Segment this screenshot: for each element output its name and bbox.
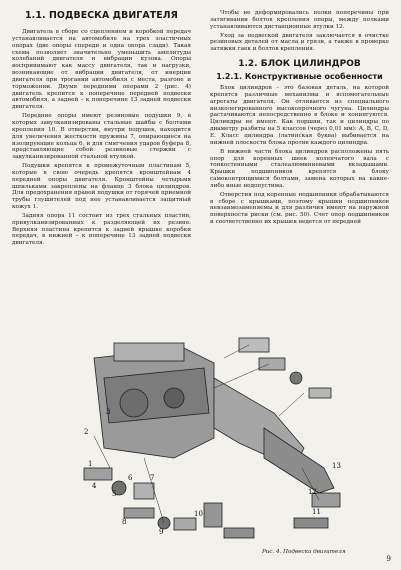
- right-column: [210, 10, 389, 228]
- figure-callout-label: 1: [88, 460, 93, 468]
- paragraph: Двигатель в сборе со сцеплением и коробкой передач устанавливается на автомобиле на трех эластичных опорах (две опоры спереди и одна опора сзади). Такая схема позволяет значительно уменьшить амплитуды колебаний двигателя и вибрации кузова. Опоры воспринимают как массу двигателя, так и нагрузки, возникающие от вибрации двигателя, от инерции двигателя при трогании автомобиля с места, разгоне и торможении. Двумя передними опорами 2 (рис. 4) двигатель крепится к поперечине передней подвески автомобиля, а задней – к поперечине 13 задней подвески двигателя.: [12, 29, 191, 111]
- paragraph: Передние опоры имеют резиновые подушки 9, в которых завулканизированы стальные шайбы с болтами крепления 10. В отверстии, внутри подушек, находится для увеличения жесткости пружины 7, опирающиеся на изолирующие кольца 6, и для смягчения ударов буфера 8, представляющие собой резиновые стержни с завулканизированной стальной втулкой.: [12, 113, 191, 161]
- figure-callout-label: 12: [308, 488, 317, 496]
- page-number: 9: [386, 555, 391, 563]
- figure-callout-label: 7: [150, 474, 155, 482]
- subsection-title: 1.2.1. Конструктивные особенности: [216, 72, 383, 82]
- engine-mount-illustration: [64, 318, 354, 552]
- figure-callout-label: 8: [122, 518, 127, 526]
- paragraph: Задняя опора 11 состоит из трех стальных пластин, привулканизированных к разделяющей их резине. Верхняя пластина крепится к задней крышке коробки передач, в нижней – к поперечине 13 задней подвески двигателя.: [12, 212, 191, 247]
- figure-callout-label: 11: [312, 508, 321, 516]
- figure-caption: Рис. 4. Подвеска двигателя: [262, 549, 346, 555]
- figure-callout-label: 4: [92, 482, 97, 490]
- section-title-cylinder-block: 1.2. БЛОК ЦИЛИНДРОВ: [238, 59, 361, 70]
- paragraph: Блок цилиндров – это базовая деталь, на которой крепятся различные механизмы и вспомогательные агрегаты двигателя. Он отливается из специального низколегированного высокопрочного чугуна. Цилиндры растачиваются непосредственно в блоке и хонингуются. Цилиндры не имеют. Как поршни, так и цилиндры по диаметру разбиты на 5 классов (через 0,01 мм): А, В, С, D, Е. Класс цилиндра (латинская буква) выбивается на нижней плоскости блока против каждого цилиндра.: [210, 85, 389, 146]
- paragraph: Уход за подвеской двигателя заключается в очистке резиновых деталей от масла и грязи, а также в проверке затяжки гаек и болтов крепления.: [210, 32, 389, 53]
- figure-callout-label: 9: [159, 528, 164, 536]
- section-title-engine-mount: 1.1. ПОДВЕСКА ДВИГАТЕЛЯ: [25, 10, 178, 21]
- figure-callout-label: 3: [106, 408, 111, 416]
- figure-callout-label: 6: [128, 474, 133, 482]
- figure-callout-label: 5: [112, 490, 117, 498]
- paragraph: Чтобы не деформировались полки поперечины при затягивании болтов крепления опоры, между полками устанавливаются дистанционные втулки 12.: [210, 10, 389, 30]
- left-column: [12, 10, 191, 249]
- paragraph: Отверстия под коренные подшипники обрабатываются в сборе с крышками, поэтому крышки подшипников невзаимозаменяемы и для различия имеют на наружной поверхности риски (см. рис. 50). Счет опор подшипников и соответственно их крышек ведется от передней: [210, 191, 389, 226]
- figure-callout-label: 10: [194, 510, 203, 518]
- paragraph: Подушки крепятся к промежуточным пластинам 5, которые в свою очередь крепятся кронштейнам 4 передней опоры двигателя. Кронштейны четырьмя шпильками закреплены на фланце 3 блока цилиндров. Для предохранения правой подушки от горячей приемной трубы глушителей под нее устанавливается защитный кожух 1.: [12, 163, 191, 211]
- paragraph: В нижней части блока цилиндров расположены пять опор для коренных шеек коленчатого вала с тонкостенными сталеалюминиевыми вкладышами. Крышки подшипников крепятся к блоку самоконтрящимися болтами, замена которых на какие-либо иные недопустима.: [210, 148, 389, 189]
- figure-callout-label: 2: [84, 428, 89, 436]
- figure-callout-label: 13: [332, 462, 341, 470]
